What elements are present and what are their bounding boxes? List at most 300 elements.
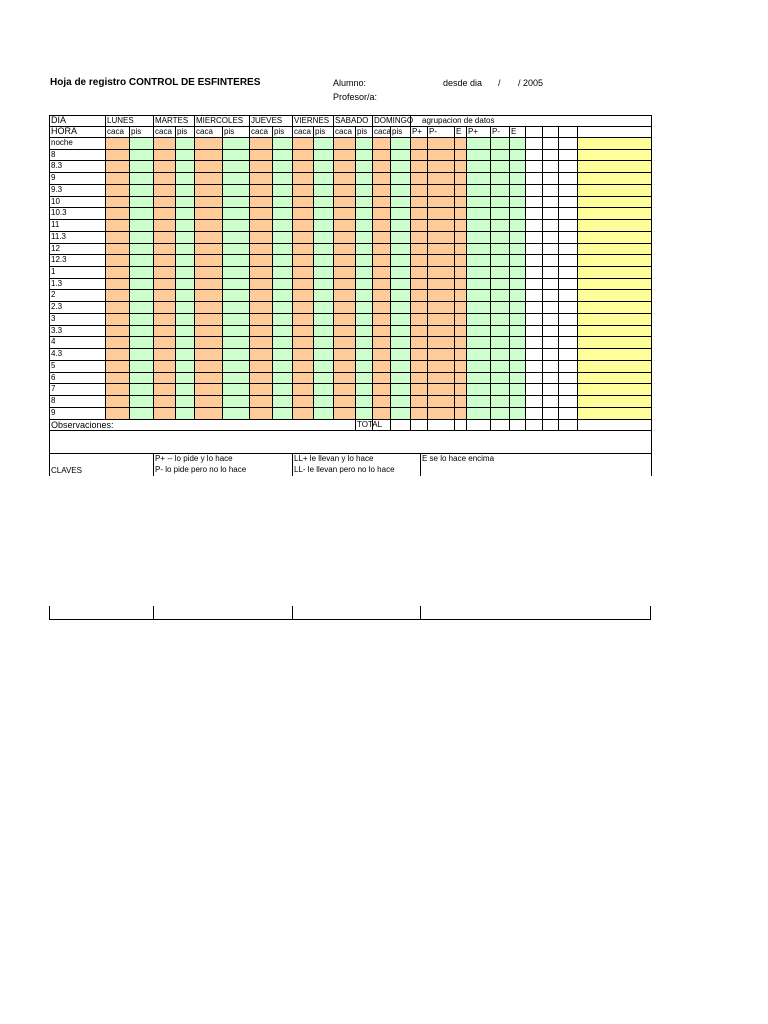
group-cell[interactable]: [490, 336, 509, 348]
data-cell[interactable]: [105, 172, 129, 184]
data-cell[interactable]: [105, 360, 129, 372]
data-cell[interactable]: [333, 289, 355, 301]
group-cell[interactable]: [509, 254, 525, 266]
data-cell[interactable]: [249, 266, 272, 278]
data-cell[interactable]: [390, 243, 410, 255]
data-cell[interactable]: [175, 172, 194, 184]
data-cell[interactable]: [175, 184, 194, 196]
data-cell[interactable]: [333, 243, 355, 255]
data-cell[interactable]: [194, 231, 222, 243]
data-cell[interactable]: [194, 325, 222, 337]
data-cell[interactable]: [355, 243, 372, 255]
group-cell[interactable]: [490, 137, 509, 149]
data-cell[interactable]: [333, 336, 355, 348]
data-cell[interactable]: [175, 266, 194, 278]
data-cell[interactable]: [390, 407, 410, 419]
data-cell[interactable]: [222, 301, 249, 313]
data-cell[interactable]: [194, 407, 222, 419]
data-cell[interactable]: [313, 219, 333, 231]
group-cell[interactable]: [454, 172, 466, 184]
data-cell[interactable]: [194, 395, 222, 407]
data-cell[interactable]: [105, 301, 129, 313]
group-cell[interactable]: [466, 231, 490, 243]
group-cell[interactable]: [454, 372, 466, 384]
data-cell[interactable]: [313, 407, 333, 419]
group-cell[interactable]: [410, 313, 427, 325]
group-cell[interactable]: [466, 278, 490, 290]
data-cell[interactable]: [175, 254, 194, 266]
group-cell[interactable]: [410, 184, 427, 196]
data-cell[interactable]: [222, 184, 249, 196]
group-cell[interactable]: [427, 137, 454, 149]
data-cell[interactable]: [272, 149, 292, 161]
data-cell[interactable]: [333, 383, 355, 395]
data-cell[interactable]: [194, 383, 222, 395]
data-cell[interactable]: [313, 254, 333, 266]
group-cell[interactable]: [466, 254, 490, 266]
data-cell[interactable]: [153, 149, 175, 161]
data-cell[interactable]: [249, 184, 272, 196]
summary-cell[interactable]: [577, 196, 651, 208]
data-cell[interactable]: [222, 266, 249, 278]
summary-cell[interactable]: [577, 207, 651, 219]
data-cell[interactable]: [249, 149, 272, 161]
summary-cell[interactable]: [577, 137, 651, 149]
data-cell[interactable]: [272, 289, 292, 301]
data-cell[interactable]: [292, 266, 313, 278]
data-cell[interactable]: [313, 360, 333, 372]
data-cell[interactable]: [313, 289, 333, 301]
summary-cell[interactable]: [577, 266, 651, 278]
data-cell[interactable]: [355, 231, 372, 243]
summary-cell[interactable]: [577, 313, 651, 325]
data-cell[interactable]: [292, 254, 313, 266]
group-cell[interactable]: [466, 160, 490, 172]
data-cell[interactable]: [272, 196, 292, 208]
data-cell[interactable]: [272, 301, 292, 313]
data-cell[interactable]: [372, 231, 390, 243]
summary-cell[interactable]: [577, 243, 651, 255]
summary-cell[interactable]: [577, 231, 651, 243]
group-cell[interactable]: [410, 137, 427, 149]
group-cell[interactable]: [427, 313, 454, 325]
data-cell[interactable]: [313, 383, 333, 395]
data-cell[interactable]: [153, 266, 175, 278]
group-cell[interactable]: [490, 289, 509, 301]
group-cell[interactable]: [509, 407, 525, 419]
group-cell[interactable]: [410, 278, 427, 290]
data-cell[interactable]: [272, 407, 292, 419]
group-cell[interactable]: [490, 325, 509, 337]
data-cell[interactable]: [175, 160, 194, 172]
data-cell[interactable]: [105, 149, 129, 161]
group-cell[interactable]: [410, 348, 427, 360]
data-cell[interactable]: [313, 207, 333, 219]
group-cell[interactable]: [410, 336, 427, 348]
group-cell[interactable]: [509, 231, 525, 243]
group-cell[interactable]: [466, 184, 490, 196]
data-cell[interactable]: [194, 360, 222, 372]
group-cell[interactable]: [509, 184, 525, 196]
data-cell[interactable]: [222, 360, 249, 372]
data-cell[interactable]: [194, 184, 222, 196]
group-cell[interactable]: [466, 196, 490, 208]
data-cell[interactable]: [390, 278, 410, 290]
data-cell[interactable]: [222, 407, 249, 419]
data-cell[interactable]: [222, 207, 249, 219]
group-cell[interactable]: [466, 219, 490, 231]
group-cell[interactable]: [490, 254, 509, 266]
group-cell[interactable]: [454, 219, 466, 231]
data-cell[interactable]: [129, 266, 153, 278]
group-cell[interactable]: [410, 383, 427, 395]
data-cell[interactable]: [390, 137, 410, 149]
data-cell[interactable]: [175, 231, 194, 243]
data-cell[interactable]: [222, 383, 249, 395]
data-cell[interactable]: [372, 336, 390, 348]
data-cell[interactable]: [249, 336, 272, 348]
data-cell[interactable]: [153, 254, 175, 266]
data-cell[interactable]: [313, 196, 333, 208]
data-cell[interactable]: [175, 207, 194, 219]
data-cell[interactable]: [372, 196, 390, 208]
summary-cell[interactable]: [577, 254, 651, 266]
group-cell[interactable]: [410, 160, 427, 172]
data-cell[interactable]: [390, 289, 410, 301]
group-cell[interactable]: [466, 207, 490, 219]
data-cell[interactable]: [372, 360, 390, 372]
summary-cell[interactable]: [577, 336, 651, 348]
group-cell[interactable]: [454, 243, 466, 255]
data-cell[interactable]: [313, 137, 333, 149]
data-cell[interactable]: [175, 313, 194, 325]
data-cell[interactable]: [292, 383, 313, 395]
data-cell[interactable]: [153, 348, 175, 360]
data-cell[interactable]: [153, 313, 175, 325]
data-cell[interactable]: [249, 395, 272, 407]
data-cell[interactable]: [355, 407, 372, 419]
group-cell[interactable]: [466, 266, 490, 278]
group-cell[interactable]: [466, 137, 490, 149]
data-cell[interactable]: [333, 325, 355, 337]
group-cell[interactable]: [509, 325, 525, 337]
data-cell[interactable]: [249, 243, 272, 255]
data-cell[interactable]: [292, 219, 313, 231]
data-cell[interactable]: [390, 266, 410, 278]
data-cell[interactable]: [194, 149, 222, 161]
data-cell[interactable]: [153, 219, 175, 231]
data-cell[interactable]: [175, 383, 194, 395]
data-cell[interactable]: [129, 137, 153, 149]
group-cell[interactable]: [490, 207, 509, 219]
group-cell[interactable]: [466, 289, 490, 301]
group-cell[interactable]: [427, 360, 454, 372]
data-cell[interactable]: [313, 184, 333, 196]
data-cell[interactable]: [272, 207, 292, 219]
data-cell[interactable]: [355, 207, 372, 219]
data-cell[interactable]: [372, 184, 390, 196]
group-cell[interactable]: [466, 149, 490, 161]
data-cell[interactable]: [175, 360, 194, 372]
data-cell[interactable]: [129, 301, 153, 313]
data-cell[interactable]: [333, 266, 355, 278]
data-cell[interactable]: [355, 254, 372, 266]
data-cell[interactable]: [372, 137, 390, 149]
data-cell[interactable]: [355, 266, 372, 278]
data-cell[interactable]: [249, 137, 272, 149]
data-cell[interactable]: [249, 207, 272, 219]
data-cell[interactable]: [292, 278, 313, 290]
group-cell[interactable]: [490, 219, 509, 231]
data-cell[interactable]: [272, 172, 292, 184]
data-cell[interactable]: [355, 336, 372, 348]
group-cell[interactable]: [454, 301, 466, 313]
group-cell[interactable]: [454, 325, 466, 337]
data-cell[interactable]: [333, 254, 355, 266]
data-cell[interactable]: [194, 289, 222, 301]
data-cell[interactable]: [105, 372, 129, 384]
data-cell[interactable]: [333, 219, 355, 231]
group-cell[interactable]: [454, 383, 466, 395]
data-cell[interactable]: [372, 243, 390, 255]
summary-cell[interactable]: [577, 289, 651, 301]
data-cell[interactable]: [129, 325, 153, 337]
data-cell[interactable]: [249, 160, 272, 172]
group-cell[interactable]: [427, 219, 454, 231]
group-cell[interactable]: [410, 360, 427, 372]
group-cell[interactable]: [466, 243, 490, 255]
data-cell[interactable]: [194, 301, 222, 313]
data-cell[interactable]: [129, 395, 153, 407]
summary-cell[interactable]: [577, 372, 651, 384]
data-cell[interactable]: [105, 243, 129, 255]
data-cell[interactable]: [194, 207, 222, 219]
data-cell[interactable]: [372, 313, 390, 325]
group-cell[interactable]: [466, 395, 490, 407]
group-cell[interactable]: [509, 360, 525, 372]
group-cell[interactable]: [466, 407, 490, 419]
data-cell[interactable]: [390, 207, 410, 219]
group-cell[interactable]: [427, 301, 454, 313]
data-cell[interactable]: [313, 301, 333, 313]
data-cell[interactable]: [272, 395, 292, 407]
group-cell[interactable]: [466, 336, 490, 348]
group-cell[interactable]: [410, 149, 427, 161]
group-cell[interactable]: [454, 395, 466, 407]
data-cell[interactable]: [194, 348, 222, 360]
data-cell[interactable]: [105, 184, 129, 196]
summary-cell[interactable]: [577, 383, 651, 395]
group-cell[interactable]: [427, 372, 454, 384]
group-cell[interactable]: [454, 266, 466, 278]
data-cell[interactable]: [390, 395, 410, 407]
data-cell[interactable]: [292, 289, 313, 301]
data-cell[interactable]: [292, 231, 313, 243]
group-cell[interactable]: [490, 243, 509, 255]
group-cell[interactable]: [490, 184, 509, 196]
data-cell[interactable]: [222, 395, 249, 407]
group-cell[interactable]: [427, 383, 454, 395]
data-cell[interactable]: [272, 184, 292, 196]
group-cell[interactable]: [427, 336, 454, 348]
group-cell[interactable]: [454, 207, 466, 219]
data-cell[interactable]: [129, 360, 153, 372]
group-cell[interactable]: [454, 348, 466, 360]
data-cell[interactable]: [153, 407, 175, 419]
group-cell[interactable]: [454, 254, 466, 266]
data-cell[interactable]: [355, 160, 372, 172]
group-cell[interactable]: [427, 348, 454, 360]
group-cell[interactable]: [454, 336, 466, 348]
data-cell[interactable]: [333, 137, 355, 149]
data-cell[interactable]: [333, 196, 355, 208]
data-cell[interactable]: [355, 184, 372, 196]
data-cell[interactable]: [355, 360, 372, 372]
group-cell[interactable]: [454, 407, 466, 419]
data-cell[interactable]: [272, 278, 292, 290]
data-cell[interactable]: [222, 336, 249, 348]
data-cell[interactable]: [292, 336, 313, 348]
data-cell[interactable]: [313, 348, 333, 360]
group-cell[interactable]: [490, 395, 509, 407]
group-cell[interactable]: [410, 231, 427, 243]
group-cell[interactable]: [427, 278, 454, 290]
data-cell[interactable]: [355, 219, 372, 231]
data-cell[interactable]: [355, 395, 372, 407]
data-cell[interactable]: [194, 278, 222, 290]
data-cell[interactable]: [129, 207, 153, 219]
group-cell[interactable]: [490, 196, 509, 208]
group-cell[interactable]: [509, 301, 525, 313]
data-cell[interactable]: [194, 172, 222, 184]
data-cell[interactable]: [313, 160, 333, 172]
data-cell[interactable]: [292, 184, 313, 196]
data-cell[interactable]: [175, 336, 194, 348]
group-cell[interactable]: [410, 325, 427, 337]
data-cell[interactable]: [355, 348, 372, 360]
data-cell[interactable]: [390, 160, 410, 172]
summary-cell[interactable]: [577, 325, 651, 337]
data-cell[interactable]: [129, 160, 153, 172]
data-cell[interactable]: [129, 383, 153, 395]
data-cell[interactable]: [313, 172, 333, 184]
group-cell[interactable]: [410, 196, 427, 208]
data-cell[interactable]: [222, 254, 249, 266]
data-cell[interactable]: [249, 278, 272, 290]
group-cell[interactable]: [490, 301, 509, 313]
data-cell[interactable]: [129, 348, 153, 360]
data-cell[interactable]: [390, 172, 410, 184]
data-cell[interactable]: [355, 278, 372, 290]
data-cell[interactable]: [372, 254, 390, 266]
group-cell[interactable]: [410, 372, 427, 384]
data-cell[interactable]: [105, 196, 129, 208]
group-cell[interactable]: [490, 231, 509, 243]
group-cell[interactable]: [427, 231, 454, 243]
data-cell[interactable]: [105, 313, 129, 325]
data-cell[interactable]: [313, 149, 333, 161]
data-cell[interactable]: [129, 172, 153, 184]
data-cell[interactable]: [194, 336, 222, 348]
data-cell[interactable]: [272, 313, 292, 325]
data-cell[interactable]: [105, 383, 129, 395]
group-cell[interactable]: [466, 313, 490, 325]
data-cell[interactable]: [333, 360, 355, 372]
group-cell[interactable]: [509, 278, 525, 290]
data-cell[interactable]: [105, 207, 129, 219]
data-cell[interactable]: [175, 301, 194, 313]
data-cell[interactable]: [249, 196, 272, 208]
data-cell[interactable]: [194, 137, 222, 149]
group-cell[interactable]: [410, 266, 427, 278]
data-cell[interactable]: [355, 383, 372, 395]
data-cell[interactable]: [175, 243, 194, 255]
group-cell[interactable]: [509, 313, 525, 325]
group-cell[interactable]: [490, 172, 509, 184]
group-cell[interactable]: [490, 278, 509, 290]
data-cell[interactable]: [292, 372, 313, 384]
group-cell[interactable]: [427, 149, 454, 161]
group-cell[interactable]: [410, 219, 427, 231]
data-cell[interactable]: [372, 383, 390, 395]
data-cell[interactable]: [194, 219, 222, 231]
group-cell[interactable]: [410, 243, 427, 255]
group-cell[interactable]: [509, 172, 525, 184]
data-cell[interactable]: [390, 254, 410, 266]
data-cell[interactable]: [313, 395, 333, 407]
summary-cell[interactable]: [577, 360, 651, 372]
data-cell[interactable]: [222, 231, 249, 243]
data-cell[interactable]: [372, 348, 390, 360]
data-cell[interactable]: [153, 243, 175, 255]
data-cell[interactable]: [272, 266, 292, 278]
group-cell[interactable]: [454, 160, 466, 172]
data-cell[interactable]: [390, 301, 410, 313]
data-cell[interactable]: [105, 325, 129, 337]
data-cell[interactable]: [153, 137, 175, 149]
data-cell[interactable]: [249, 172, 272, 184]
data-cell[interactable]: [355, 137, 372, 149]
group-cell[interactable]: [427, 160, 454, 172]
group-cell[interactable]: [454, 278, 466, 290]
data-cell[interactable]: [129, 254, 153, 266]
data-cell[interactable]: [292, 172, 313, 184]
data-cell[interactable]: [105, 231, 129, 243]
group-cell[interactable]: [466, 325, 490, 337]
data-cell[interactable]: [292, 360, 313, 372]
data-cell[interactable]: [272, 243, 292, 255]
data-cell[interactable]: [390, 360, 410, 372]
summary-cell[interactable]: [577, 278, 651, 290]
data-cell[interactable]: [292, 313, 313, 325]
group-cell[interactable]: [454, 137, 466, 149]
data-cell[interactable]: [153, 301, 175, 313]
data-cell[interactable]: [313, 231, 333, 243]
data-cell[interactable]: [153, 231, 175, 243]
data-cell[interactable]: [222, 149, 249, 161]
group-cell[interactable]: [490, 372, 509, 384]
group-cell[interactable]: [509, 160, 525, 172]
group-cell[interactable]: [509, 383, 525, 395]
data-cell[interactable]: [272, 325, 292, 337]
group-cell[interactable]: [509, 395, 525, 407]
data-cell[interactable]: [129, 278, 153, 290]
group-cell[interactable]: [427, 395, 454, 407]
group-cell[interactable]: [509, 207, 525, 219]
data-cell[interactable]: [105, 266, 129, 278]
group-cell[interactable]: [509, 348, 525, 360]
data-cell[interactable]: [390, 231, 410, 243]
